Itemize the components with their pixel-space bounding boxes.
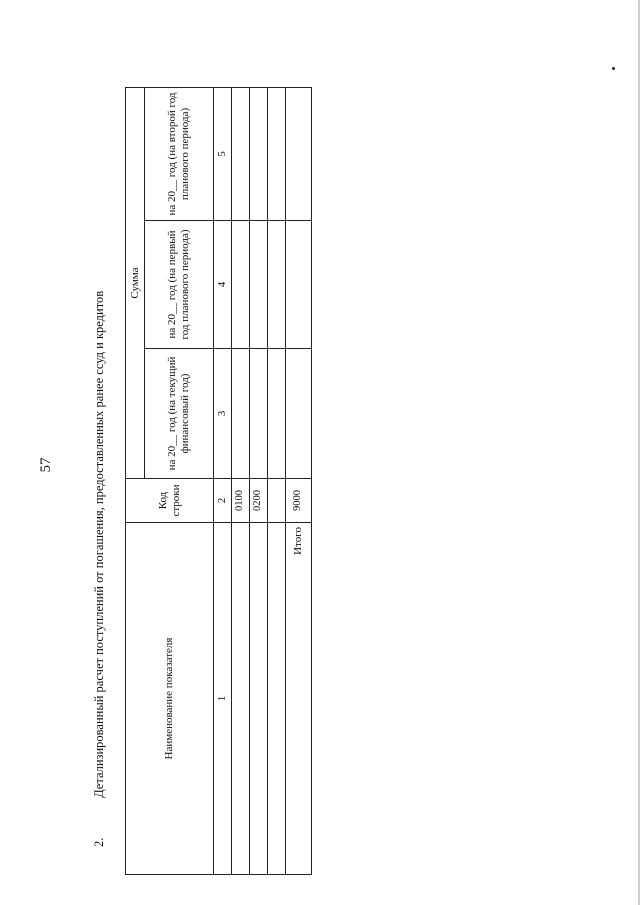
total-col4 xyxy=(286,221,312,349)
column-number: 2 xyxy=(214,479,232,523)
row-col3-cell xyxy=(232,349,250,479)
column-number: 4 xyxy=(214,221,232,349)
header-row-top xyxy=(126,87,145,874)
row-col4-cell xyxy=(250,221,268,349)
header-code: Код строки xyxy=(126,479,214,523)
total-code: 9000 xyxy=(286,479,312,523)
row-col5-cell xyxy=(232,87,250,220)
column-number-row xyxy=(214,87,232,874)
header-col4: на 20__ год (на первый год планового периода) xyxy=(145,221,214,349)
total-col5 xyxy=(286,87,312,220)
column-number: 1 xyxy=(214,523,232,875)
header-name: Наименование показателя xyxy=(126,523,214,875)
total-col3 xyxy=(286,349,312,479)
row-name-cell xyxy=(250,523,268,875)
row-code-cell: 0200 xyxy=(250,479,268,523)
section-heading xyxy=(92,291,107,847)
section-number: 2. xyxy=(92,837,106,847)
page-number: 57 xyxy=(38,457,54,473)
header-col5: на 20__ год (на второй год планового периода) xyxy=(145,87,214,220)
row-col3-cell xyxy=(268,349,286,479)
column-number: 5 xyxy=(214,87,232,220)
section-title: Детализированный расчет поступлений от погашения, предоставленных ранее ссуд и кредитов xyxy=(92,290,106,798)
header-sum: Сумма xyxy=(126,87,145,478)
row-name-cell xyxy=(268,523,286,875)
row-col5-cell xyxy=(268,87,286,220)
row-code-cell: 0100 xyxy=(232,479,250,523)
row-col4-cell xyxy=(268,221,286,349)
row-col5-cell xyxy=(250,87,268,220)
row-col4-cell xyxy=(232,221,250,349)
total-row xyxy=(286,87,312,874)
row-name-cell xyxy=(232,523,250,875)
calculation-table xyxy=(125,87,312,875)
row-code-cell xyxy=(268,479,286,523)
table-row xyxy=(268,87,286,874)
table-row xyxy=(250,87,268,874)
column-number: 3 xyxy=(214,349,232,479)
header-col3: на 20__ год (на текущий финансовый год) xyxy=(145,349,214,479)
table-row xyxy=(232,87,250,874)
row-col3-cell xyxy=(250,349,268,479)
total-label: Итого xyxy=(286,523,312,875)
